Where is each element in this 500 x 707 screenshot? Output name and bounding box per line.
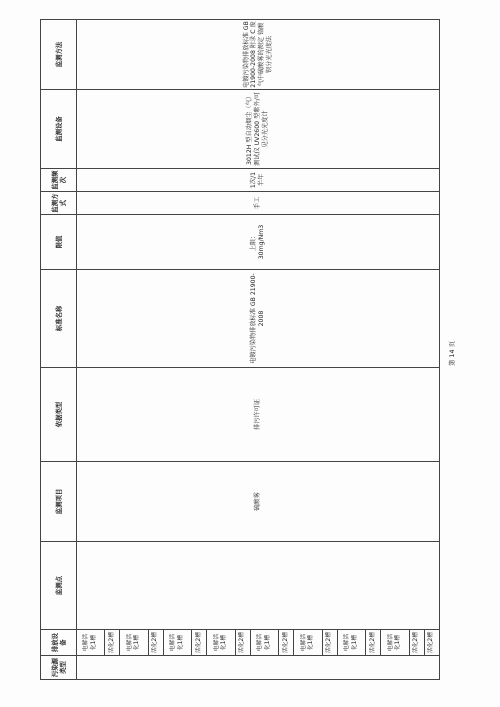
equipment-cell: 电解活化1槽 — [294, 630, 322, 656]
header-monitoring-equipment: 监测设备 — [41, 90, 77, 169]
rotated-table-wrapper — [40, 20, 440, 680]
monitoring-item-cell: 硫酸雾 — [77, 462, 440, 542]
equipment-cell: 活化2槽 — [409, 630, 424, 656]
table-row — [77, 20, 105, 680]
equipment-cell: 电解活化1槽 — [163, 630, 191, 656]
equipment-cell: 活化2槽 — [424, 630, 439, 656]
header-monitoring-frequency: 监测频次 — [41, 169, 77, 192]
equipment-cell: 活化2槽 — [192, 630, 207, 656]
monitoring-frequency-cell: 1次/1半年 — [77, 169, 440, 192]
equipment-cell: 活化2槽 — [366, 630, 381, 656]
header-monitoring-analysis-method: 监测方法 — [41, 20, 77, 90]
header-pollutant-type: 污染源类型 — [41, 656, 77, 680]
monitoring-equipment-cell: 3012H 型自动烟尘（气）测试仪 UV2600 型紫外/可见分光光度计 — [77, 90, 440, 169]
monitoring-table — [40, 19, 440, 680]
monitoring-method-cell: 手工 — [77, 192, 440, 215]
equipment-cell: 电解活化1槽 — [77, 630, 105, 656]
equipment-cell: 活化2槽 — [279, 630, 294, 656]
pollutant-type-cell — [77, 656, 440, 680]
header-row — [41, 20, 77, 680]
header-monitoring-item: 监测项目 — [41, 462, 77, 542]
equipment-cell: 电解活化1槽 — [120, 630, 148, 656]
equipment-cell: 活化2槽 — [322, 630, 337, 656]
page-number: 第 14 页 — [448, 341, 456, 366]
equipment-cell: 活化2槽 — [148, 630, 163, 656]
header-basis-type: 依据类型 — [41, 368, 77, 462]
equipment-cell: 电解活化1槽 — [337, 630, 365, 656]
standard-name-cell: 电镀污染物排放标准 GB 21900-2008 — [77, 270, 440, 368]
equipment-cell: 电解活化1槽 — [250, 630, 278, 656]
equipment-cell: 电解活化1槽 — [381, 630, 409, 656]
limit-cell: 上限：30mg/Nm3 — [77, 215, 440, 270]
header-limit: 限值 — [41, 215, 77, 270]
monitoring-analysis-method-cell: 电镀污染物排放标准 GB 21900-2008 附录 C 废气中硫酸雾的测定 铬酸钡分光光度法 — [77, 20, 440, 90]
header-monitoring-method: 监测方式 — [41, 192, 77, 215]
monitoring-point-cell — [77, 542, 440, 630]
equipment-cell: 活化2槽 — [105, 630, 120, 656]
equipment-cell: 电解活化1槽 — [207, 630, 235, 656]
equipment-cell: 活化2槽 — [235, 630, 250, 656]
header-discharge-equipment: 排放设备 — [41, 630, 77, 656]
header-standard-name: 标准名称 — [41, 270, 77, 368]
basis-type-cell: 排污许可证 — [77, 368, 440, 462]
header-monitoring-point: 监测点 — [41, 542, 77, 630]
page-footer — [447, 322, 459, 382]
